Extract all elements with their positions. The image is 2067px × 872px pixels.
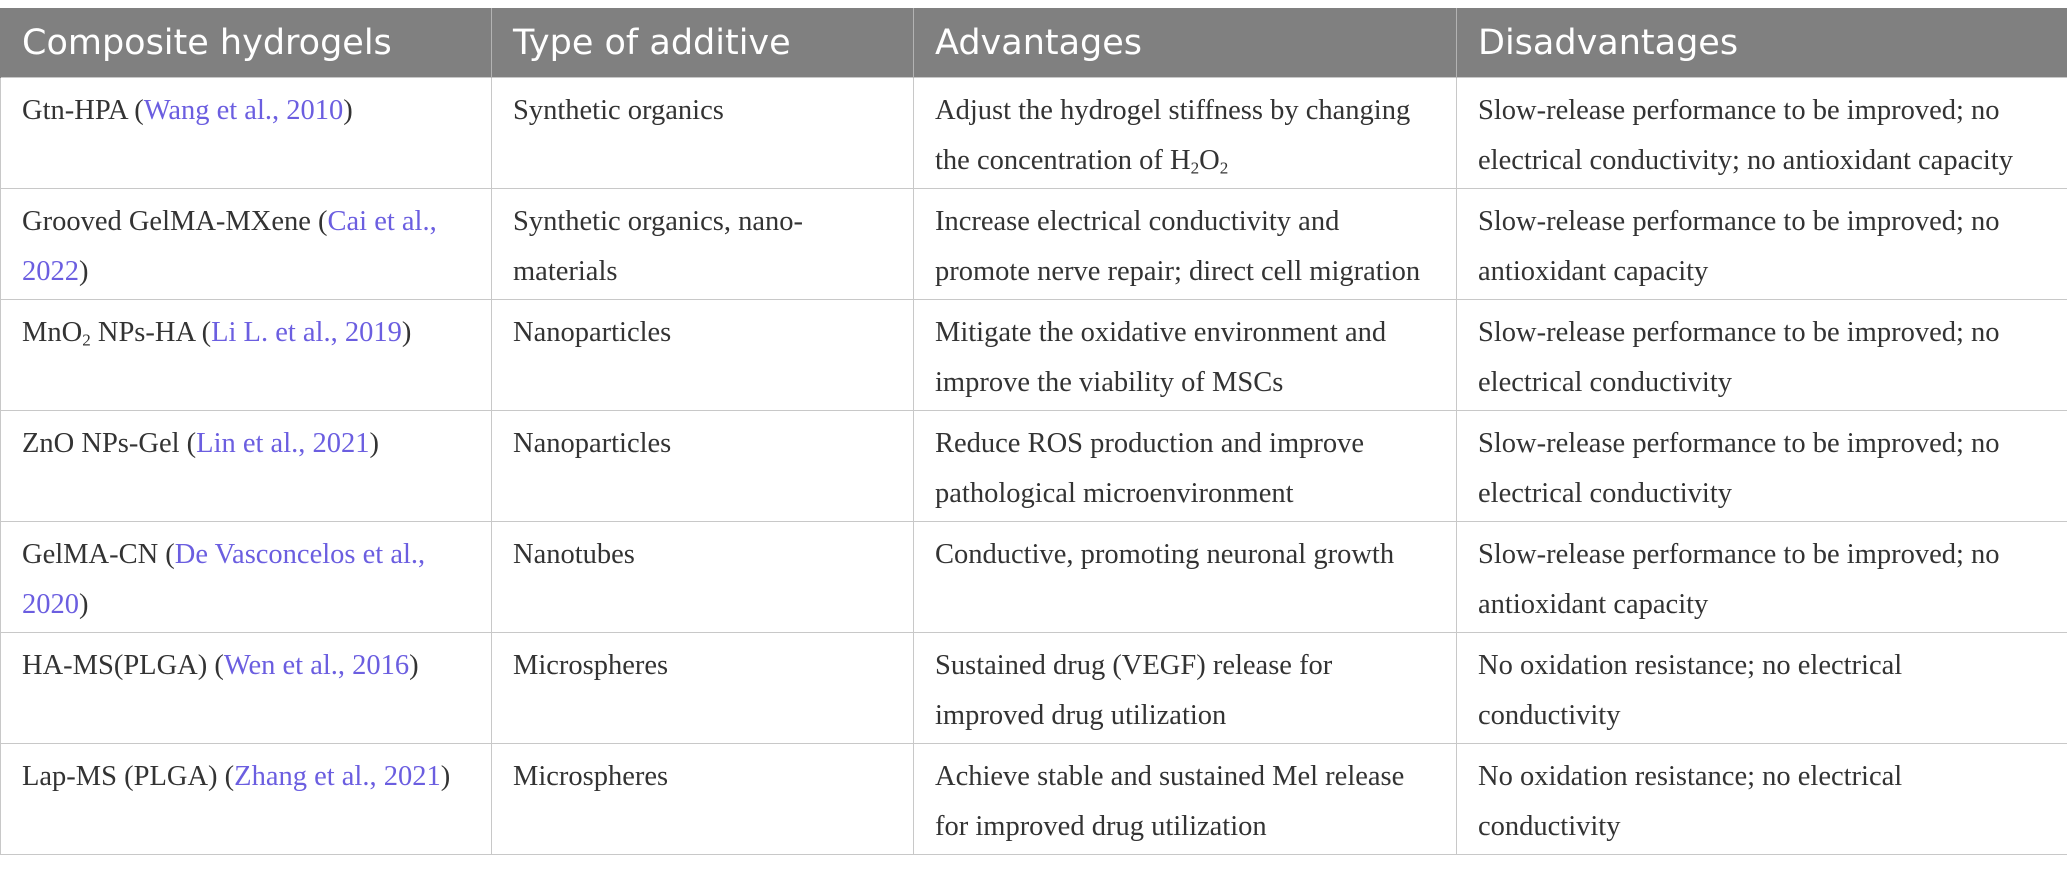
disadvantages-cell: Slow-release performance to be improved; no electrical conductivity xyxy=(1457,300,2067,411)
citation-link[interactable]: Zhang et al., 2021 xyxy=(234,761,441,792)
hydrogel-cell: Gtn-HPA (Wang et al., 2010) xyxy=(1,78,492,189)
table-row xyxy=(1,78,2067,189)
additive-cell: Microspheres xyxy=(492,744,914,855)
composite-hydrogels-table xyxy=(0,8,2067,855)
additive-cell: Nanoparticles xyxy=(492,300,914,411)
hydrogel-cell: GelMA-CN (De Vasconcelos et al., 2020) xyxy=(1,522,492,633)
disadvantages-cell: No oxidation resistance; no electrical conductivity xyxy=(1457,633,2067,744)
advantages-cell: Adjust the hydrogel stiffness by changing the concentration of $H_2O_2$ xyxy=(914,78,1457,189)
disadvantages-cell: Slow-release performance to be improved; no electrical conductivity xyxy=(1457,411,2067,522)
table-row xyxy=(1,189,2067,300)
header-row xyxy=(1,8,2067,78)
hydrogel-name: Grooved GelMA-MXene xyxy=(22,206,311,237)
disadvantages-cell: Slow-release performance to be improved; no electrical conductivity; no antioxidant capacity xyxy=(1457,78,2067,189)
hydrogel-cell: MnO$_2$ NPs-HA (Li L. et al., 2019) xyxy=(1,300,492,411)
hydrogel-name: Gtn-HPA xyxy=(22,95,128,126)
hydrogel-name: GelMA-CN xyxy=(22,539,159,570)
citation-link[interactable]: De Vasconcelos et al., 2020 xyxy=(22,539,426,620)
citation-link[interactable]: Cai et al., 2022 xyxy=(22,206,437,287)
advantages-cell: Increase electrical conductivity and promote nerve repair; direct cell migration xyxy=(914,189,1457,300)
hydrogel-cell: HA-MS(PLGA) (Wen et al., 2016) xyxy=(1,633,492,744)
header-composite-hydrogels: Composite hydrogels xyxy=(1,8,492,78)
citation-link[interactable]: Lin et al., 2021 xyxy=(196,428,370,459)
header-advantages: Advantages xyxy=(914,8,1457,78)
disadvantages-cell: Slow-release performance to be improved; no antioxidant capacity xyxy=(1457,189,2067,300)
additive-cell: Synthetic organics, nano-materials xyxy=(492,189,914,300)
table-row xyxy=(1,744,2067,855)
disadvantages-cell: No oxidation resistance; no electrical conductivity xyxy=(1457,744,2067,855)
table-row xyxy=(1,633,2067,744)
advantages-cell: Sustained drug (VEGF) release for improved drug utilization xyxy=(914,633,1457,744)
header-disadvantages: Disadvantages xyxy=(1457,8,2067,78)
additive-cell: Synthetic organics xyxy=(492,78,914,189)
additive-cell: Nanoparticles xyxy=(492,411,914,522)
hydrogel-cell: ZnO NPs-Gel (Lin et al., 2021) xyxy=(1,411,492,522)
hydrogel-name: Lap-MS (PLGA) xyxy=(22,761,218,792)
advantages-cell: Conductive, promoting neuronal growth xyxy=(914,522,1457,633)
hydrogel-cell: Lap-MS (PLGA) (Zhang et al., 2021) xyxy=(1,744,492,855)
header-type-of-additive: Type of additive xyxy=(492,8,914,78)
hydrogel-cell: Grooved GelMA-MXene (Cai et al., 2022) xyxy=(1,189,492,300)
table-row xyxy=(1,522,2067,633)
advantages-cell: Achieve stable and sustained Mel release for improved drug utilization xyxy=(914,744,1457,855)
disadvantages-cell: Slow-release performance to be improved; no antioxidant capacity xyxy=(1457,522,2067,633)
advantages-cell: Mitigate the oxidative environment and improve the viability of MSCs xyxy=(914,300,1457,411)
table-row xyxy=(1,411,2067,522)
citation-link[interactable]: Li L. et al., 2019 xyxy=(211,317,402,348)
advantages-cell: Reduce ROS production and improve pathological microenvironment xyxy=(914,411,1457,522)
hydrogel-name: HA-MS(PLGA) xyxy=(22,650,208,681)
citation-link[interactable]: Wen et al., 2016 xyxy=(223,650,410,681)
table-row xyxy=(1,300,2067,411)
additive-cell: Microspheres xyxy=(492,633,914,744)
citation-link[interactable]: Wang et al., 2010 xyxy=(143,95,344,126)
additive-cell: Nanotubes xyxy=(492,522,914,633)
hydrogel-name: ZnO NPs-Gel xyxy=(22,428,180,459)
